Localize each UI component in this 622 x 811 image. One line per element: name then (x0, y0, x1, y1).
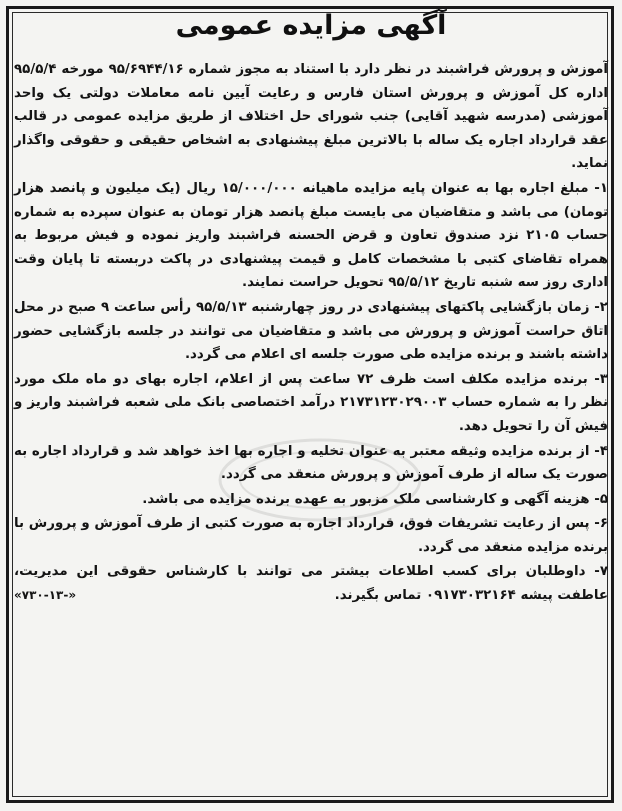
clause-2: ۲- زمان بازگشایی پاکتهای پیشنهادی در روز چهارشنبه ۹۵/۵/۱۳ رأس ساعت ۹ صبح در محل اتاق حراست آموزش و پرورش می باشد و متقاضیان می توانند در جلسه بازگشایی حضور داشته باشند و برنده مزایده طی صورت جلسه ای اعلام می گردد. (14, 299, 608, 363)
clause-7: ۷- داوطلبان برای کسب اطلاعات بیشتر می توانند با کارشناس حقوقی این مدیریت، عاطفت پیشه ۰۹۱۷۳۰۳۲۱۶۴ تماس بگیرند. (14, 564, 608, 604)
clause-3: ۳- برنده مزایده مکلف است ظرف ۷۲ ساعت پس از اعلام، اجاره بهای دو ماه ملک مورد نظر را به شماره حساب ۲۱۷۳۱۲۳۰۲۹۰۰۳ درآمد اختصاصی بانک ملی شعبه فراشبند واریز و فیش آن را تحویل دهد. (14, 371, 609, 434)
reference-number: «۷۳۰-۱۳-» (14, 588, 77, 603)
clause-7-block (14, 560, 608, 607)
clause-6: ۶- پس از رعایت تشریفات فوق، قرارداد اجاره به صورت کتبی از طرف آموزش و پرورش با برنده مزایده منعقد می گردد. (14, 516, 608, 555)
notice-body (14, 58, 608, 609)
notice-intro: آموزش و پرورش فراشبند در نظر دارد با استناد به مجوز شماره ۹۵/۶۹۴۴/۱۶ مورخه ۹۵/۵/۴ اداره کل آموزش و پرورش استان فارس و رعایت آیین نامه معاملات دولتی یک واحد آموزشی (مدرسه شهید آقایی) جنب شورای حل اختلاف از طریق مزایده عمومی در قالب عقد قرارداد اجاره یک ساله با بالاترین مبلغ پیشنهادی به اشخاص حقیقی و حقوقی واگذار نماید. (14, 62, 608, 172)
clause-4: ۴- از برنده مزایده وثیقه معتبر به عنوان تخلیه و اجاره بها اخذ خواهد شد و قرارداد اجاره به صورت یک ساله از طرف آموزش و پرورش منعقد می گردد. (14, 443, 608, 483)
clause-1: ۱- مبلغ اجاره بها به عنوان پایه مزایده ماهیانه ۱۵/۰۰۰/۰۰۰ ریال (یک میلیون و پانصد هزار تومان) می باشد و متقاضیان می بایست مبلغ پانصد هزار تومان به عنوان سپرده به شماره حساب ۲۱۰۵ نزد صندوق تعاون و قرض الحسنه فراشبند واریز نموده و فیش مربوط به همراه تقاضای کتبی با مشخصات کامل و قیمت پیشنهادی در پاکت دربسته تا پایان وقت اداری روز سه شنبه تاریخ ۹۵/۵/۱۲ تحویل حراست نمایند. (14, 180, 608, 291)
notice-title: آگهی مزایده عمومی (175, 10, 447, 41)
clause-5: ۵- هزینه آگهی و کارشناسی ملک مزبور به عهده برنده مزایده می باشد. (142, 491, 608, 507)
